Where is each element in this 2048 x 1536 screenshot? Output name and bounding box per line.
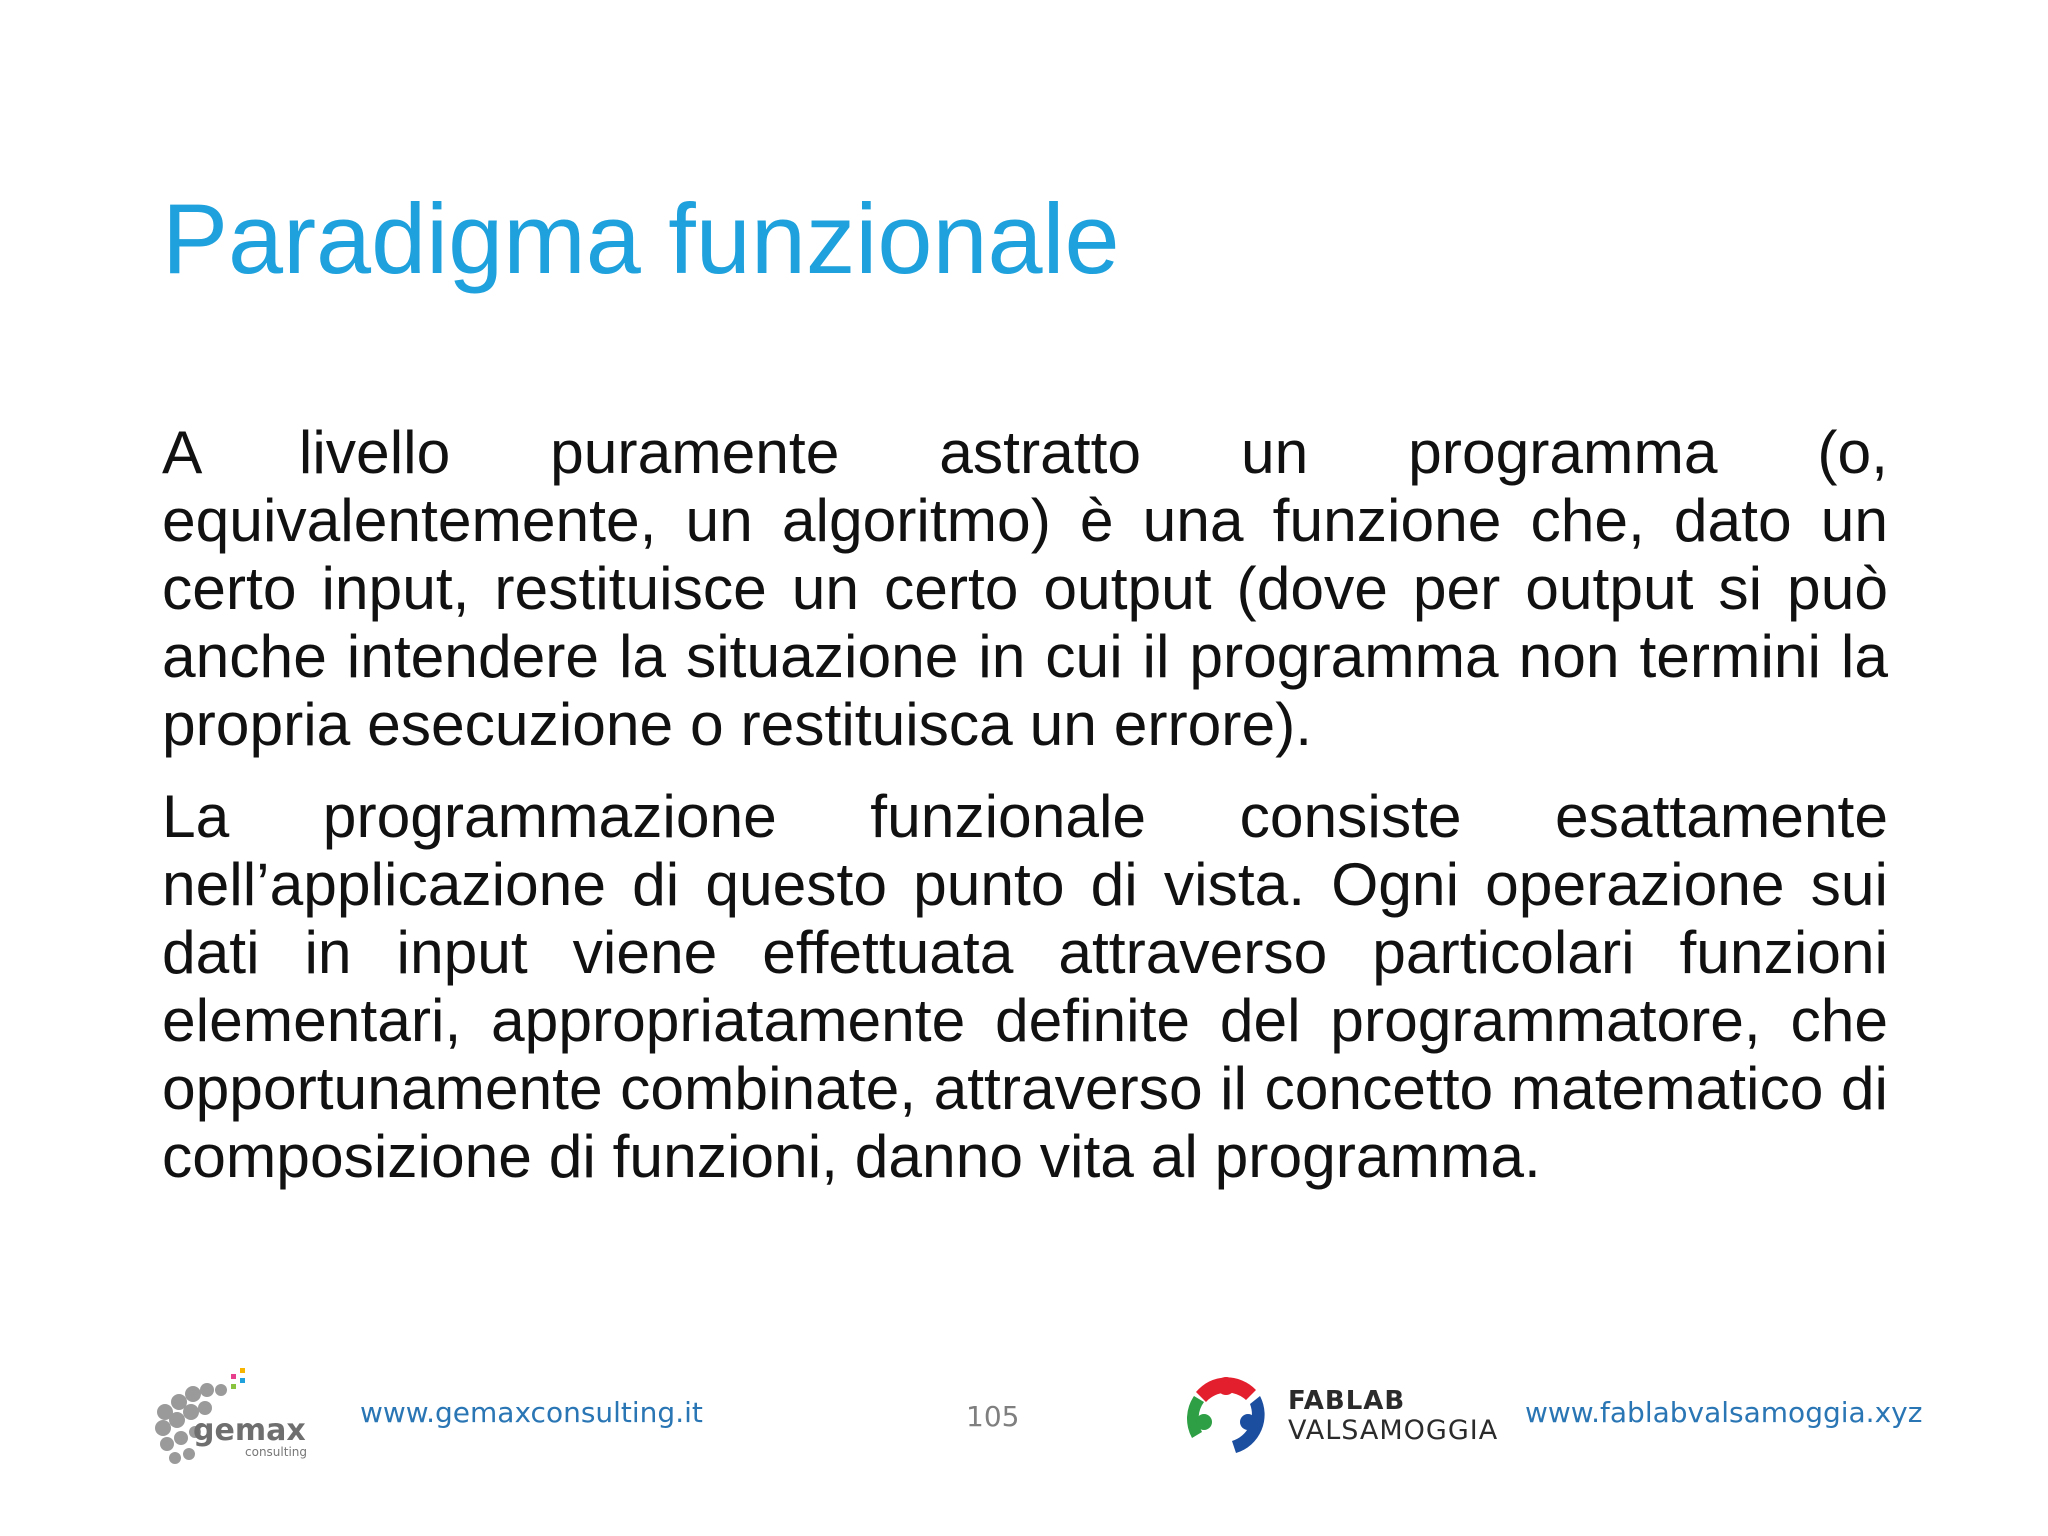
fablab-wordmark-line2: VALSAMOGGIA [1288, 1415, 1499, 1447]
gemax-logo-subtitle: consulting [245, 1445, 307, 1459]
gemax-logo-wordmark: gemax [193, 1413, 306, 1448]
slide-body [162, 418, 1888, 1214]
fablab-wordmark-line1: FABLAB [1288, 1386, 1406, 1416]
gemax-link[interactable]: www.gemaxconsulting.it [360, 1396, 703, 1429]
fablab-logo-icon [1176, 1364, 1276, 1464]
fablab-logo [1176, 1364, 1276, 1464]
paragraph-2: La programmazione funzionale consiste esattamente nell’applicazione di questo punto di vista. Ogni operazione sui dati in input viene effettuata attraverso particolari funzioni elementari, appropriatamente definite del programmatore, che opportunamente combinate, attraverso il concetto matematico di composizione di funzioni, danno vita al programma. [162, 782, 1888, 1190]
gemax-logo [145, 1360, 335, 1470]
page-number: 105 [966, 1400, 1020, 1433]
gemax-logo-icon [145, 1360, 335, 1470]
fablab-wordmark [1288, 1387, 1498, 1446]
paragraph-1: A livello puramente astratto un programma (o, equivalentemente, un algoritmo) è una funzione che, dato un certo input, restituisce un certo output (dove per output si può anche intendere la situazione in cui il programma non termini la propria esecuzione o restituisca un errore). [162, 418, 1888, 758]
slide-title: Paradigma funzionale [162, 183, 1120, 294]
fablab-link[interactable]: www.fablabvalsamoggia.xyz [1525, 1396, 1923, 1429]
